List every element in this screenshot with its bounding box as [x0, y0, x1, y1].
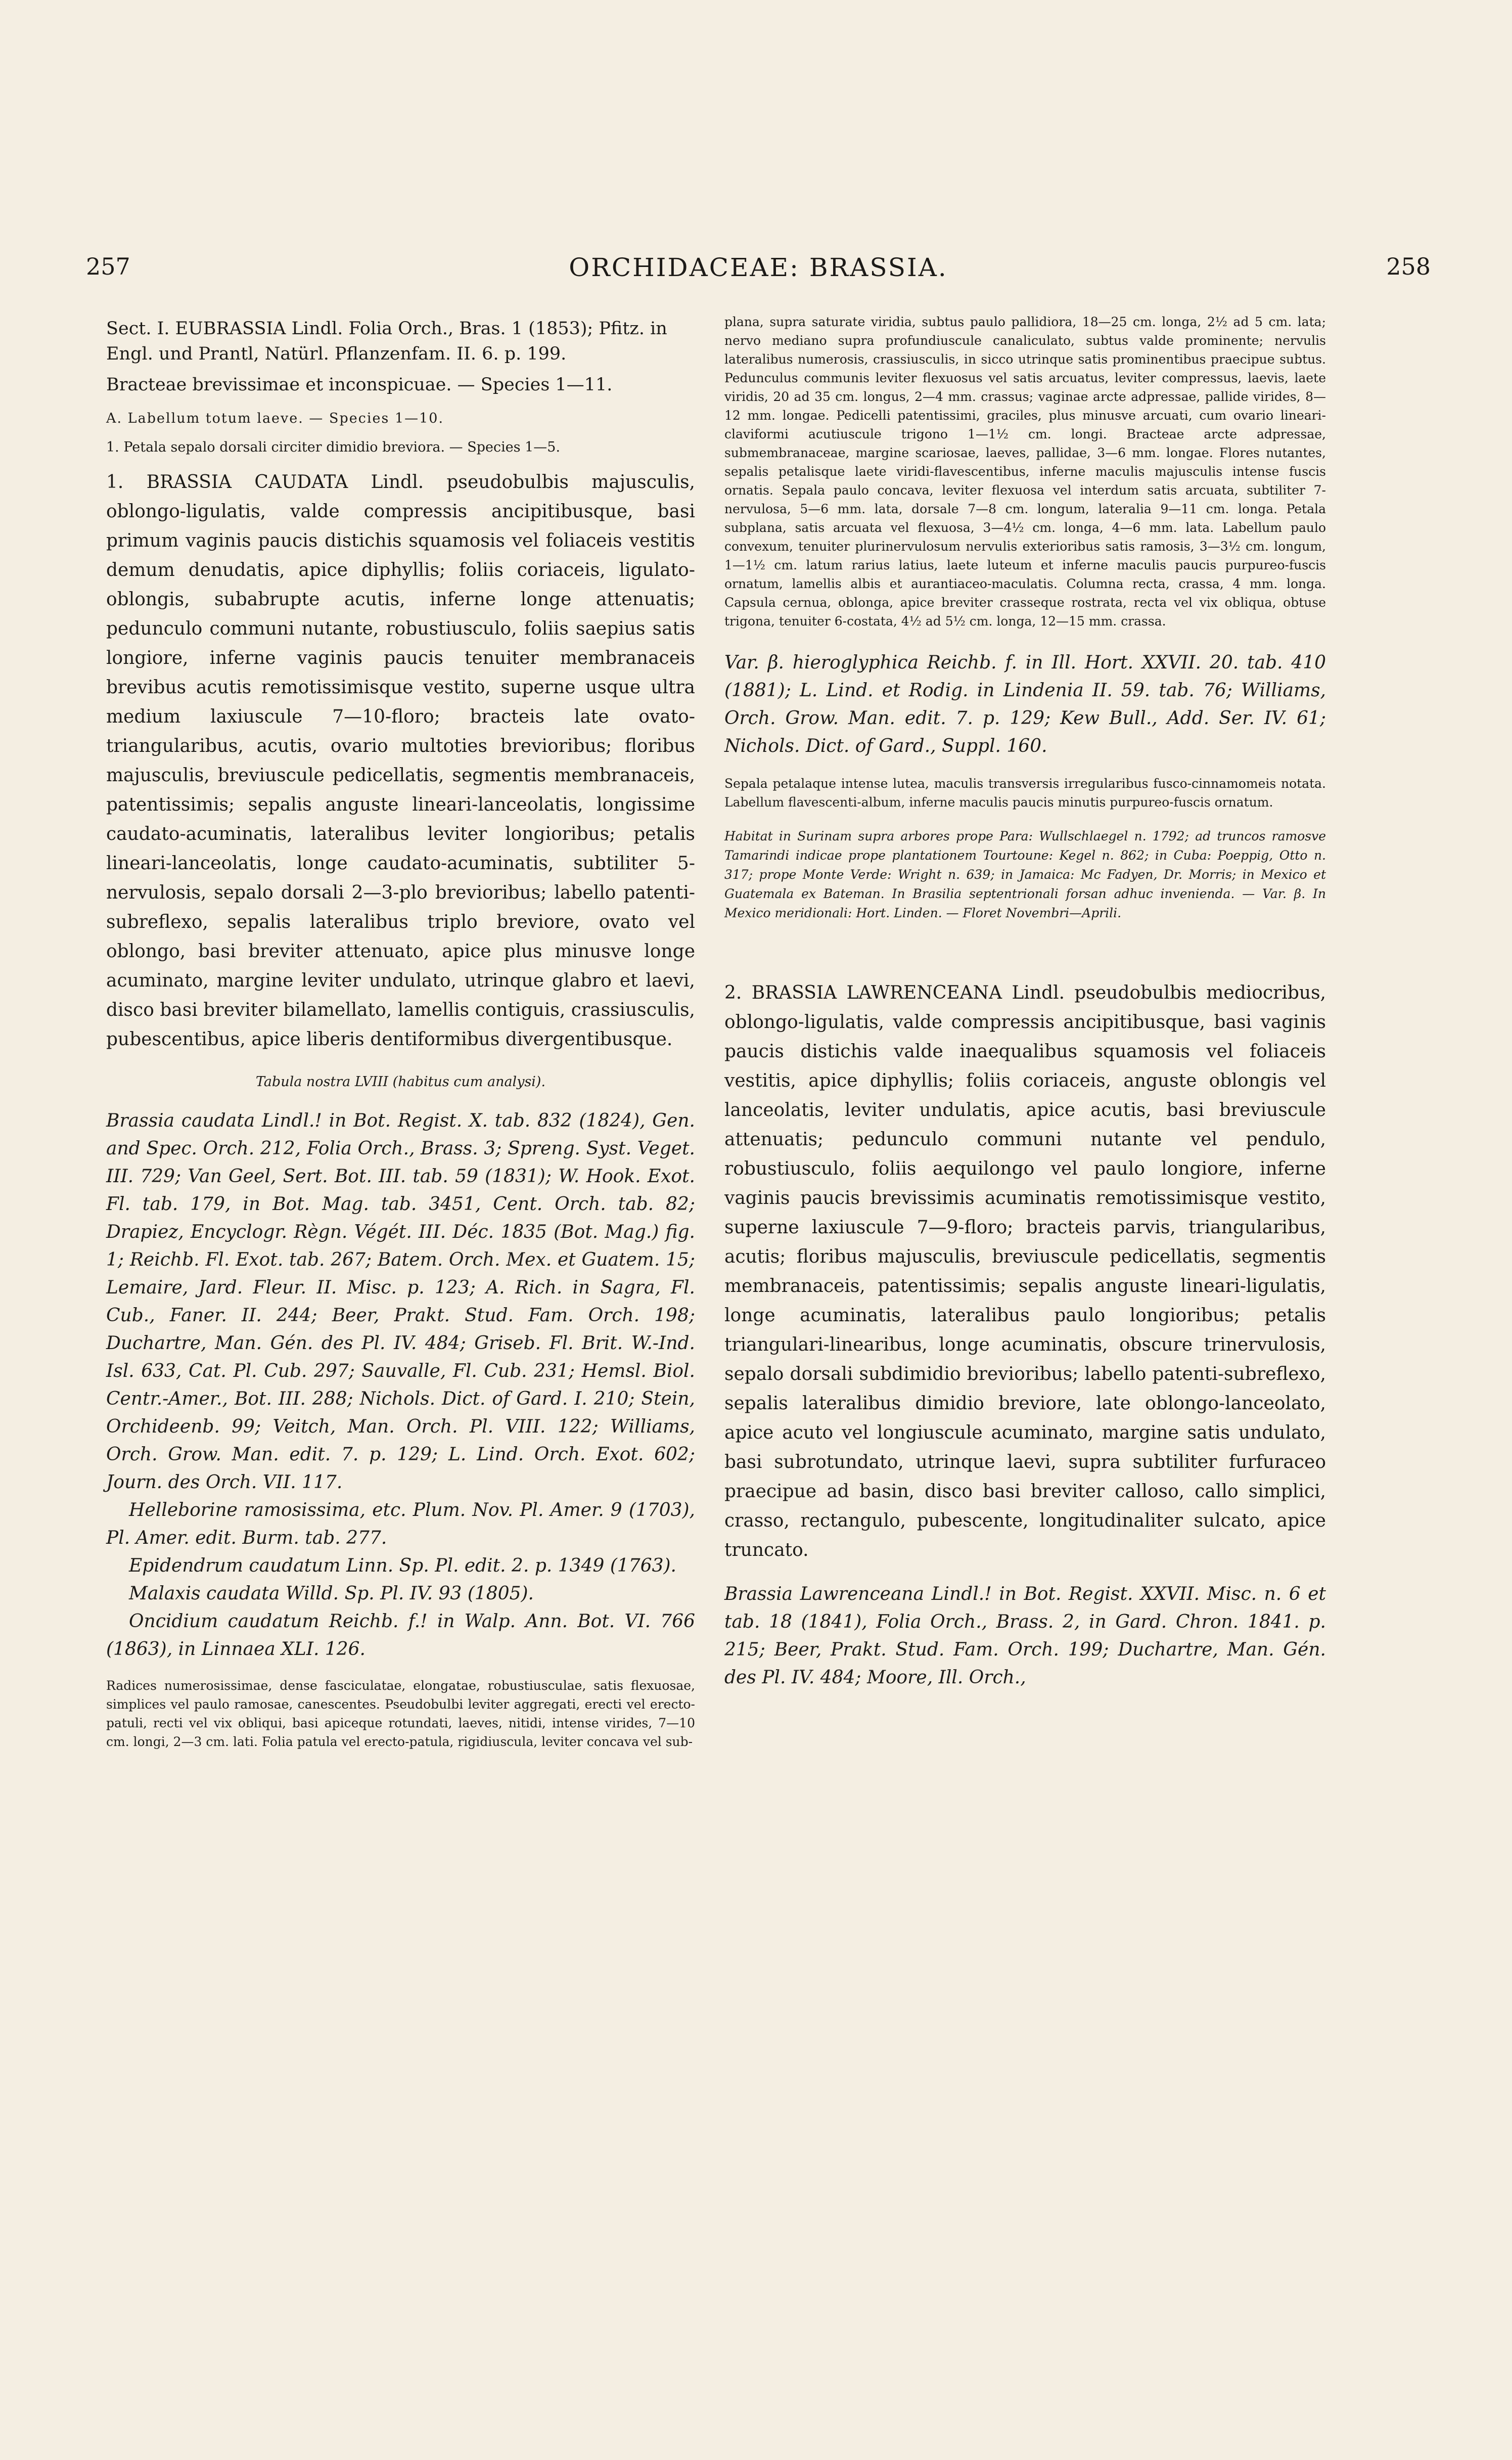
page-header [86, 253, 1431, 293]
species-1-description: 1. BRASSIA CAUDATA Lindl. pseudobulbis majusculis, oblongo-ligulatis, valde compressis ancipitibusque, basi primum vaginis paucis distichis squamosis vel foliaceis vestitis demum denudatis, apice diphyllis; foliis coriaceis, ligulato-oblongis, subabrupte acutis, inferne longe attenuatis; pedunculo communi nutante, robustiusculo, foliis saepius satis longiore, inferne vaginis paucis tenuiter membranaceis brevibus acutis remotissimisque vestito, superne usque ultra medium laxiuscule 7—10-floro; bracteis late ovato-triangularibus, acutis, ovario multoties brevioribus; floribus majusculis, breviuscule pedicellatis, segmentis membranaceis, patentissimis; sepalis anguste lineari-lanceolatis, longissime caudato-acuminatis, lateralibus leviter longioribus; petalis lineari-lanceolatis, longe caudato-acuminatis, subtiliter 5-nervulosis, sepalo dorsali 2—3-plo brevioribus; labello patenti-subreflexo, sepalis lateralibus triplo breviore, ovato vel oblongo, basi breviter attenuato, apice plus minusve longe acuminato, margine leviter undulato, utrinque glabro et laevi, disco basi breviter bilamellato, lamellis contiguis, crassiusculis, pubescentibus, apice liberis dentiformibus divergentibusque. [106, 472, 695, 1050]
right-column [724, 312, 1326, 1691]
tabula-caption: Tabula nostra LVIII (habitus cum analysi). [255, 1074, 546, 1090]
species-2-references: Brassia Lawrenceana Lindl.! in Bot. Regist. XXVII. Misc. n. 6 et tab. 18 (1841), Folia Orch., Brass. 2, in Gard. Chron. 1841. p. 215; Beer, Prakt. Stud. Fam. Orch. 199; Duchartre, Man. Gén. des Pl. IV. 484; Moore, Ill. Orch., [724, 1584, 1326, 1688]
synonym-epidendrum: Epidendrum caudatum Linn. Sp. Pl. edit. 2. p. 1349 (1763). [129, 1555, 676, 1576]
synonym-oncidium: Oncidium caudatum Reichb. f.! in Walp. Ann. Bot. VI. 766 (1863), in Linnaea XLI. 126. [106, 1611, 695, 1660]
right-page-number: 258 [1386, 253, 1431, 280]
left-page-number: 257 [86, 253, 130, 280]
habitat-paragraph: Habitat in Surinam supra arbores prope Para: Wullschlaegel n. 1792; ad truncos ramosve Tamarindi indicae prope plantationem Tourtoune: Kegel n. 862; in Cuba: Poeppig, Otto n. 317; prope Monte Verde: Wright n. 639; in Jamaica: Mc Fadyen, Dr. Morris; in Mexico et Guatemala ex Bateman. In Brasilia septentrionali forsan adhuc invenienda. — Var. β. In Mexico meridionali: Hort. Linden. — Floret Novembri—Aprili. [724, 829, 1326, 920]
left-column [106, 316, 695, 1751]
synonym-malaxis: Malaxis caudata Willd. Sp. Pl. IV. 93 (1805). [129, 1583, 534, 1604]
running-title: ORCHIDACEAE: BRASSIA. [569, 253, 948, 282]
section-heading: Sect. I. EUBRASSIA Lindl. Folia Orch., Bras. 1 (1853); Pfitz. in Engl. und Prantl, Natürl. Pflanzenfam. II. 6. p. 199. [106, 319, 667, 364]
synonym-helleborine: Helleborine ramosissima, etc. Plum. Nov. Pl. Amer. 9 (1703), Pl. Amer. edit. Burm. tab. 277. [106, 1500, 695, 1548]
subsection-1: 1. Petala sepalo dorsali circiter dimidio breviora. — Species 1—5. [106, 439, 561, 455]
description-continued: plana, supra saturate viridia, subtus paulo pallidiora, 18—25 cm. longa, 2½ ad 5 cm. lata; nervo mediano supra profundiuscule canaliculato, subtus valde prominente; nervulis lateralibus numerosis, crassiusculis, in sicco utrinque satis prominentibus praecipue subtus. Pedunculus communis leviter flexuosus vel satis arcuatus, leviter compressus, laevis, laete viridis, 20 ad 35 cm. longus, 2—4 mm. crassus; vaginae arcte adpressae, pallide virides, 8—12 mm. longae. Pedicelli patentissimi, graciles, plus minusve arcuati, cum ovario lineari-claviformi acutiuscule trigono 1—1½ cm. longi. Bracteae arcte adpressae, submembranaceae, margine scariosae, laeves, pallidae, 3—6 mm. longae. Flores nutantes, sepalis petalisque laete viridi-flavescentibus, inferne maculis majusculis intense fuscis ornatis. Sepala paulo concava, leviter flexuosa vel interdum satis arcuata, subtiliter 7-nervulosa, 5—6 mm. lata, dorsale 7—8 cm. longum, lateralia 9—11 cm. longa. Petala subplana, satis arcuata vel flexuosa, 3—4½ cm. longa, 4—6 mm. lata. Labellum paulo convexum, tenuiter plurinervulosum nervulis exterioribus satis ramosis, 3—3½ cm. longum, 1—1½ cm. latum rarius latius, laete luteum et inferne maculis paucis purpureo-fuscis ornatum, lamellis albis et aurantiaceo-maculatis. Columna recta, crassa, 4 mm. longa. Capsula cernua, oblonga, apice breviter crasseque rostrata, recta vel vix obliqua, obtuse trigona, tenuiter 6-costata, 4½ ad 5½ cm. longa, 12—15 mm. crassa. [724, 315, 1326, 629]
subsection-a: A. Labellum totum laeve. — Species 1—10. [106, 411, 444, 426]
species-2-description: 2. BRASSIA LAWRENCEANA Lindl. pseudobulbis mediocribus, oblongo-ligulatis, valde compressis ancipitibusque, basi vaginis paucis distichis valde inaequalibus squamosis vel foliaceis vestitis, apice diphyllis; foliis coriaceis, anguste oblongis vel lanceolatis, leviter undulatis, apice acutis, basi breviuscule attenuatis; pedunculo communi nutante vel pendulo, robustiusculo, foliis aequilongo vel paulo longiore, inferne vaginis paucis brevissimis acuminatis remotissimisque vestito, superne laxiuscule 7—9-floro; bracteis parvis, triangularibus, acutis; floribus majusculis, breviuscule pedicellatis, segmentis membranaceis, patentissimis; sepalis anguste lineari-ligulatis, longe acuminatis, lateralibus paulo longioribus; petalis triangulari-linearibus, longe acuminatis, obscure trinervulosis, sepalo dorsali subdimidio brevioribus; labello patenti-subreflexo, sepalis lateralibus dimidio breviore, late oblongo-lanceolato, apice acuto vel longiuscule acuminato, margine satis undulato, basi subrotundato, utrinque laevi, supra subtiliter furfuraceo praecipue ad basin, disco basi breviter calloso, callo simplici, crasso, rectangulo, pubescente, longitudinaliter sulcato, apice truncato. [724, 982, 1326, 1560]
species-1-references: Brassia caudata Lindl.! in Bot. Regist. X. tab. 832 (1824), Gen. and Spec. Orch. 212, Folia Orch., Brass. 3; Spreng. Syst. Veget. III. 729; Van Geel, Sert. Bot. III. tab. 59 (1831); W. Hook. Exot. Fl. tab. 179, in Bot. Mag. tab. 3451, Cent. Orch. tab. 82; Drapiez, Encyclogr. Règn. Végét. III. Déc. 1835 (Bot. Mag.) fig. 1; Reichb. Fl. Exot. tab. 267; Batem. Orch. Mex. et Guatem. 15; Lemaire, Jard. Fleur. II. Misc. p. 123; A. Rich. in Sagra, Fl. Cub., Faner. II. 244; Beer, Prakt. Stud. Fam. Orch. 198; Duchartre, Man. Gén. des Pl. IV. 484; Griseb. Fl. Brit. W.-Ind. Isl. 633, Cat. Pl. Cub. 297; Sauvalle, Fl. Cub. 231; Hemsl. Biol. Centr.-Amer., Bot. III. 288; Nichols. Dict. of Gard. I. 210; Stein, Orchideenb. 99; Veitch, Man. Orch. Pl. VIII. 122; Williams, Orch. Grow. Man. edit. 7. p. 129; L. Lind. Orch. Exot. 602; Journ. des Orch. VII. 117. [106, 1110, 695, 1493]
radices-description: Radices numerosissimae, dense fasciculatae, elongatae, robustiusculae, satis flexuosae, simplices vel paulo ramosae, canescentes. Pseudobulbi leviter aggregati, erecti vel erecto-patuli, recti vel vix obliqui, basi apiceque rotundati, laeves, nitidi, intense virides, 7—10 cm. longi, 2—3 cm. lati. Folia patula vel erecto-patula, rigidiuscula, leviter concava vel sub- [106, 1678, 695, 1749]
variety-beta-description: Sepala petalaque intense lutea, maculis transversis irregularibus fusco-cinnamomeis notata. Labellum flavescenti-album, inferne maculis paucis minutis purpureo-fuscis ornatum. [724, 776, 1326, 810]
variety-beta-references: Var. β. hieroglyphica Reichb. f. in Ill. Hort. XXVII. 20. tab. 410 (1881); L. Lind. et Rodig. in Lindenia II. 59. tab. 76; Williams, Orch. Grow. Man. edit. 7. p. 129; Kew Bull., Add. Ser. IV. 61; Nichols. Dict. of Gard., Suppl. 160. [724, 652, 1326, 756]
bracteae-line: Bracteae brevissimae et inconspicuae. — Species 1—11. [106, 375, 613, 395]
